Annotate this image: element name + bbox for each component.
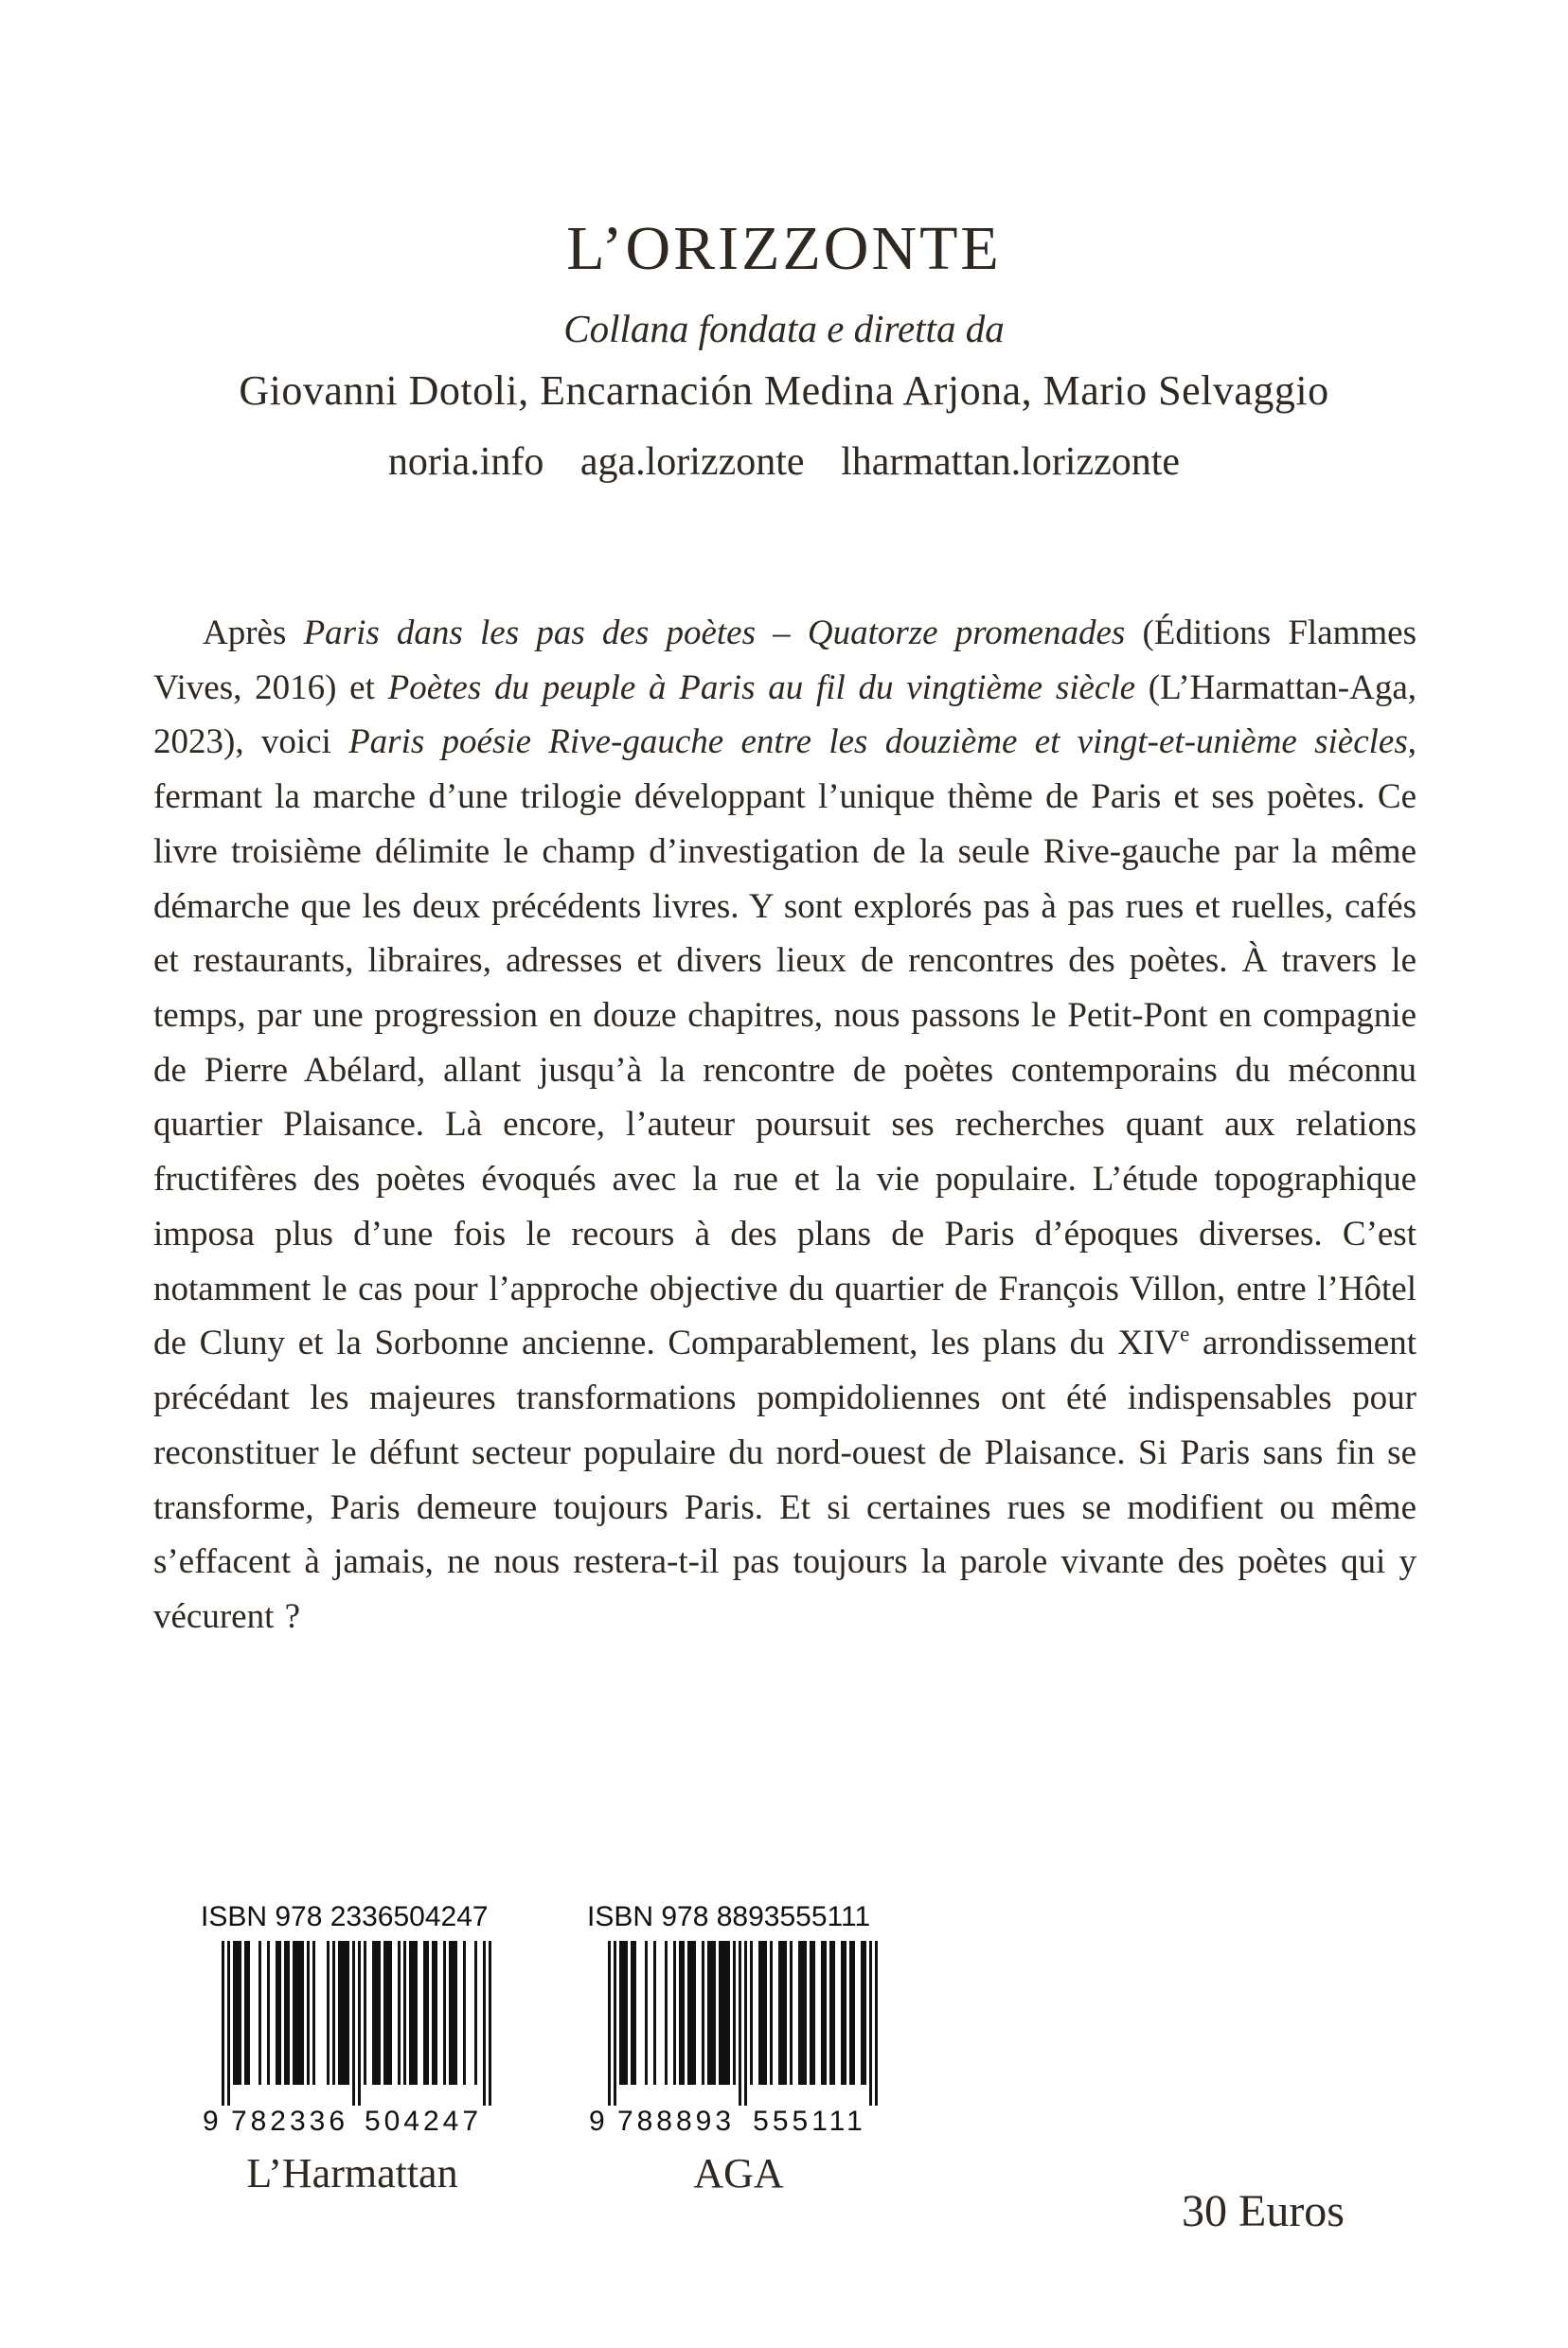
blurb-segment: Après <box>203 614 304 652</box>
blurb-segment: Poètes du peuple à Paris au fil du vingtième siècle <box>387 667 1136 707</box>
series-link-lharmattan: lharmattan.lorizzonte <box>841 440 1181 484</box>
svg-text:782336: 782336 <box>230 2106 349 2137</box>
series-links <box>0 439 1568 485</box>
series-header <box>0 213 1568 485</box>
barcode-block-lharmattan <box>201 1901 504 2197</box>
blurb-segment: arrondissement précédant les majeures transformations pompidoliennes ont été indispensables pour reconstituer le défunt secteur populaire du nord-ouest de Plaisance. Si Paris sans fin se transforme, Paris demeure toujours Paris. Et si certaines rues se modifient ou même s’effacent à jamais, ne nous restera-t-il pas toujours la parole vivante des poètes qui y vécurent ? <box>153 1324 1417 1636</box>
back-cover-blurb <box>153 606 1417 1645</box>
barcode-block-aga <box>587 1901 890 2197</box>
series-link-aga: aga.lorizzonte <box>579 440 805 484</box>
series-link-noria: noria.info <box>387 440 544 484</box>
isbn-label: ISBN 978 2336504247 <box>201 1901 489 1932</box>
svg-text:504247: 504247 <box>364 2106 483 2137</box>
ean13-barcode <box>587 1941 890 2140</box>
svg-text:788893: 788893 <box>616 2106 736 2137</box>
blurb-segment: , fermant la marche d’une trilogie développant l’unique thème de Paris et ses poètes. Ce livre troisième délimite le champ d’investigation de la seule Rive-gauche par la même démarche que les deux précédents livres. Y sont explorés pas à pas rues et ruelles, cafés et restaurants, libraires, adresses et divers lieux de rencontres des poètes. À travers le temps, par une progression en douze chapitres, nous passons le Petit-Pont en compagnie de Pierre Abélard, allant jusqu’à la rencontre de poètes contemporains du méconnu quartier Plaisance. Là encore, l’auteur poursuit ses recherches quant aux relations fructifères des poètes évoqués avec la rue et la vie populaire. L’étude topographique imposa plus d’une fois le recours à des plans de Paris d’époques diverses. C’est notamment le cas pour l’approche objective du quartier de François Villon, entre l’Hôtel de Cluny et la Sorbonne ancienne. Comparablement, les plans du XIV <box>153 722 1417 1363</box>
svg-text:555111: 555111 <box>753 2106 866 2137</box>
price-label: 30 Euros <box>1182 2186 1345 2236</box>
series-subtitle: Collana fondata e diretta da <box>563 307 1005 350</box>
blurb-segment: (L’Harmattan-Aga, 2023), voici <box>153 667 1417 762</box>
blurb-segment: (Éditions Flammes Vives, 2016) et <box>153 614 1417 707</box>
blurb-segment: Paris dans les pas des poètes – Quatorze promenades <box>303 614 1126 652</box>
blurb-segment: Paris poésie Rive-gauche entre les douzième et vingt-et-unième siècles <box>348 722 1408 762</box>
blurb-segment: e <box>1180 1323 1190 1347</box>
ean13-barcode <box>201 1941 504 2140</box>
series-directors: Giovanni Dotoli, Encarnación Medina Arjona, Mario Selvaggio <box>239 367 1329 414</box>
svg-text:9: 9 <box>589 2106 609 2137</box>
series-title: L’ORIZZONTE <box>566 214 1002 283</box>
isbn-label: ISBN 978 8893555111 <box>587 1901 871 1932</box>
svg-text:9: 9 <box>203 2106 223 2137</box>
publisher-name: L’Harmattan <box>246 2150 458 2197</box>
footer <box>0 1901 1568 2299</box>
publisher-name: AGA <box>693 2150 784 2197</box>
